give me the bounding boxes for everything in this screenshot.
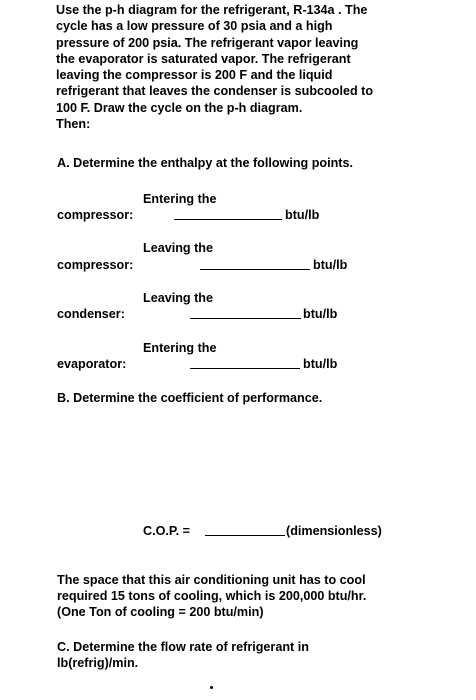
point-1-label-bottom: compressor: bbox=[57, 208, 134, 222]
problem-line: refrigerant that leaves the condenser is subcooled to bbox=[56, 84, 374, 99]
part-b-question: B. Determine the coefficient of performance. bbox=[57, 391, 323, 405]
point-3-answer-blank[interactable] bbox=[190, 318, 301, 319]
part-a-question: A. Determine the enthalpy at the following points. bbox=[57, 156, 353, 170]
point-2-answer-blank[interactable] bbox=[200, 269, 310, 270]
point-2-label-bottom: compressor: bbox=[57, 258, 134, 272]
point-3-label-bottom: condenser: bbox=[57, 307, 125, 321]
cop-label: C.O.P. = bbox=[143, 524, 191, 538]
point-2-label-top: Leaving the bbox=[143, 241, 213, 255]
problem-line: the evaporator is saturated vapor. The refrigerant bbox=[56, 51, 351, 66]
problem-statement bbox=[56, 2, 446, 132]
cop-answer-blank[interactable] bbox=[205, 535, 285, 536]
part-c-question: C. Determine the flow rate of refrigerant in bbox=[57, 640, 309, 654]
cop-unit: (dimensionless) bbox=[286, 524, 382, 538]
cooling-info-line: (One Ton of cooling = 200 btu/min) bbox=[57, 605, 264, 619]
point-4-answer-blank[interactable] bbox=[190, 368, 300, 369]
cooling-info-line: The space that this air conditioning unit has to cool bbox=[57, 573, 366, 587]
point-4-label-top: Entering the bbox=[143, 341, 217, 355]
point-3-label-top: Leaving the bbox=[143, 291, 213, 305]
problem-line: cycle has a low pressure of 30 psia and a high bbox=[56, 19, 333, 34]
problem-line: leaving the compressor is 200 F and the liquid bbox=[56, 68, 333, 83]
point-3-unit: btu/lb bbox=[303, 307, 338, 321]
cooling-info-line: required 15 tons of cooling, which is 200,000 btu/hr. bbox=[57, 589, 367, 603]
part-c-question-continued: lb(refrig)/min. bbox=[57, 656, 139, 670]
point-1-answer-blank[interactable] bbox=[174, 219, 282, 220]
point-4-label-bottom: evaporator: bbox=[57, 357, 127, 371]
then-label: Then: bbox=[56, 117, 91, 132]
point-4-unit: btu/lb bbox=[303, 357, 338, 371]
problem-line: 100 F. Draw the cycle on the p-h diagram. bbox=[56, 100, 303, 115]
point-1-unit: btu/lb bbox=[285, 208, 320, 222]
stray-dot bbox=[210, 686, 213, 689]
point-2-unit: btu/lb bbox=[313, 258, 348, 272]
problem-line: pressure of 200 psia. The refrigerant vapor leaving bbox=[56, 35, 359, 50]
problem-line: Use the p-h diagram for the refrigerant, R-134a . The bbox=[56, 3, 368, 17]
point-1-label-top: Entering the bbox=[143, 192, 217, 206]
